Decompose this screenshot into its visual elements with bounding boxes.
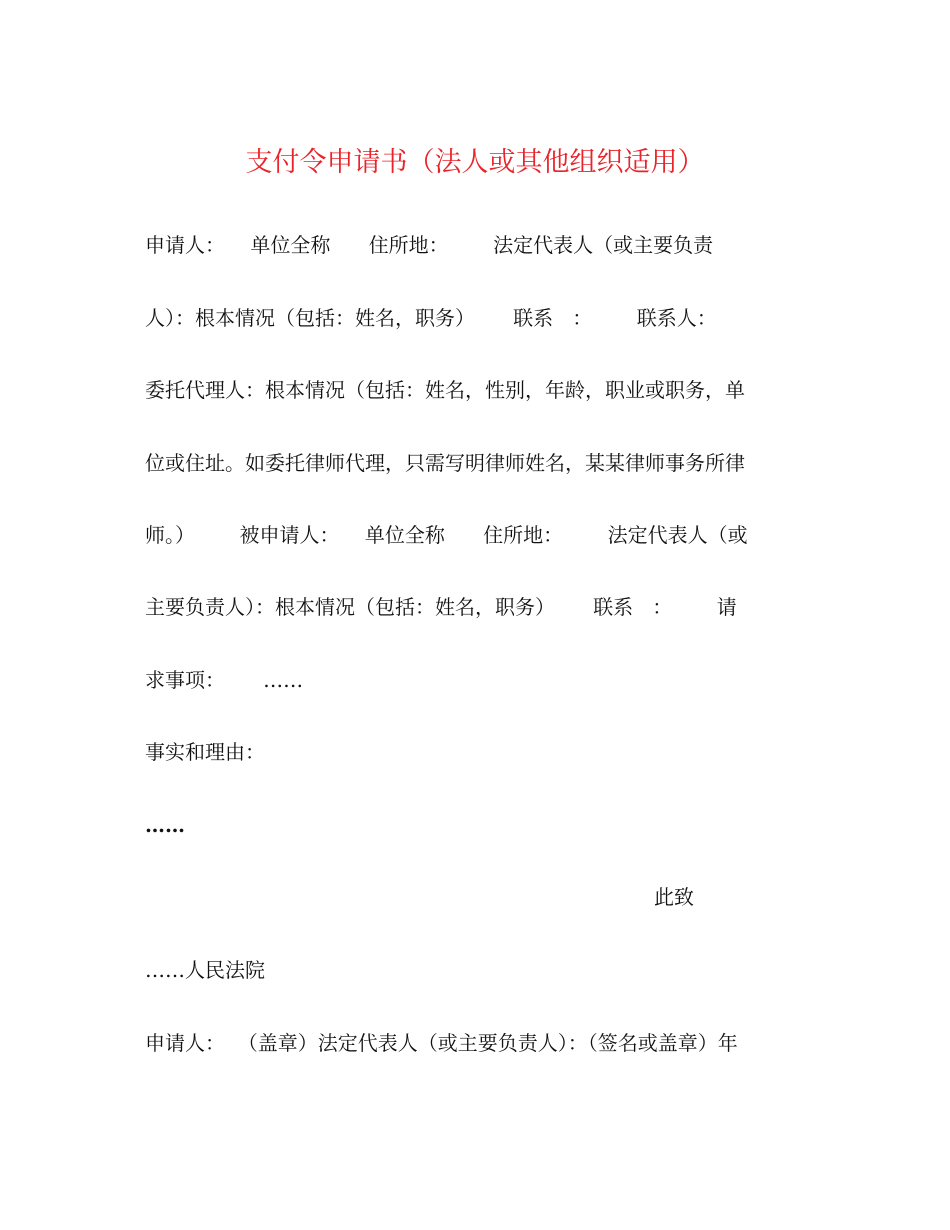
- signature-line: 申请人： （盖章）法定代表人（或主要负责人）：（签名或盖章）年: [145, 1031, 738, 1055]
- body-line-4: 位或住址。如委托律师代理，只需写明律师姓名，某某律师事务所律: [145, 451, 745, 475]
- body-line-5: 师。） 被申请人： 单位全称 住所地： 法定代表人（或: [145, 523, 748, 547]
- body-line-6: 主要负责人）：根本情况（包括：姓名，职务） 联系 ： 请: [145, 595, 737, 619]
- body-line-3: 委托代理人：根本情况（包括：姓名，性别，年龄，职业或职务，单: [145, 378, 745, 402]
- court-name: ……人民法院: [145, 958, 265, 982]
- facts-heading: 事实和理由：: [145, 740, 265, 764]
- claims-line: 求事项： ……: [145, 668, 304, 692]
- salutation: 此致: [654, 885, 694, 909]
- body-line-2: 人）：根本情况（包括：姓名，职务） 联系 ： 联系人：: [145, 306, 717, 330]
- facts-ellipsis: ……: [145, 813, 185, 837]
- body-line-1: 申请人： 单位全称 住所地： 法定代表人（或主要负责: [145, 233, 714, 257]
- document-title: 支付令申请书（法人或其他组织适用）: [245, 147, 705, 178]
